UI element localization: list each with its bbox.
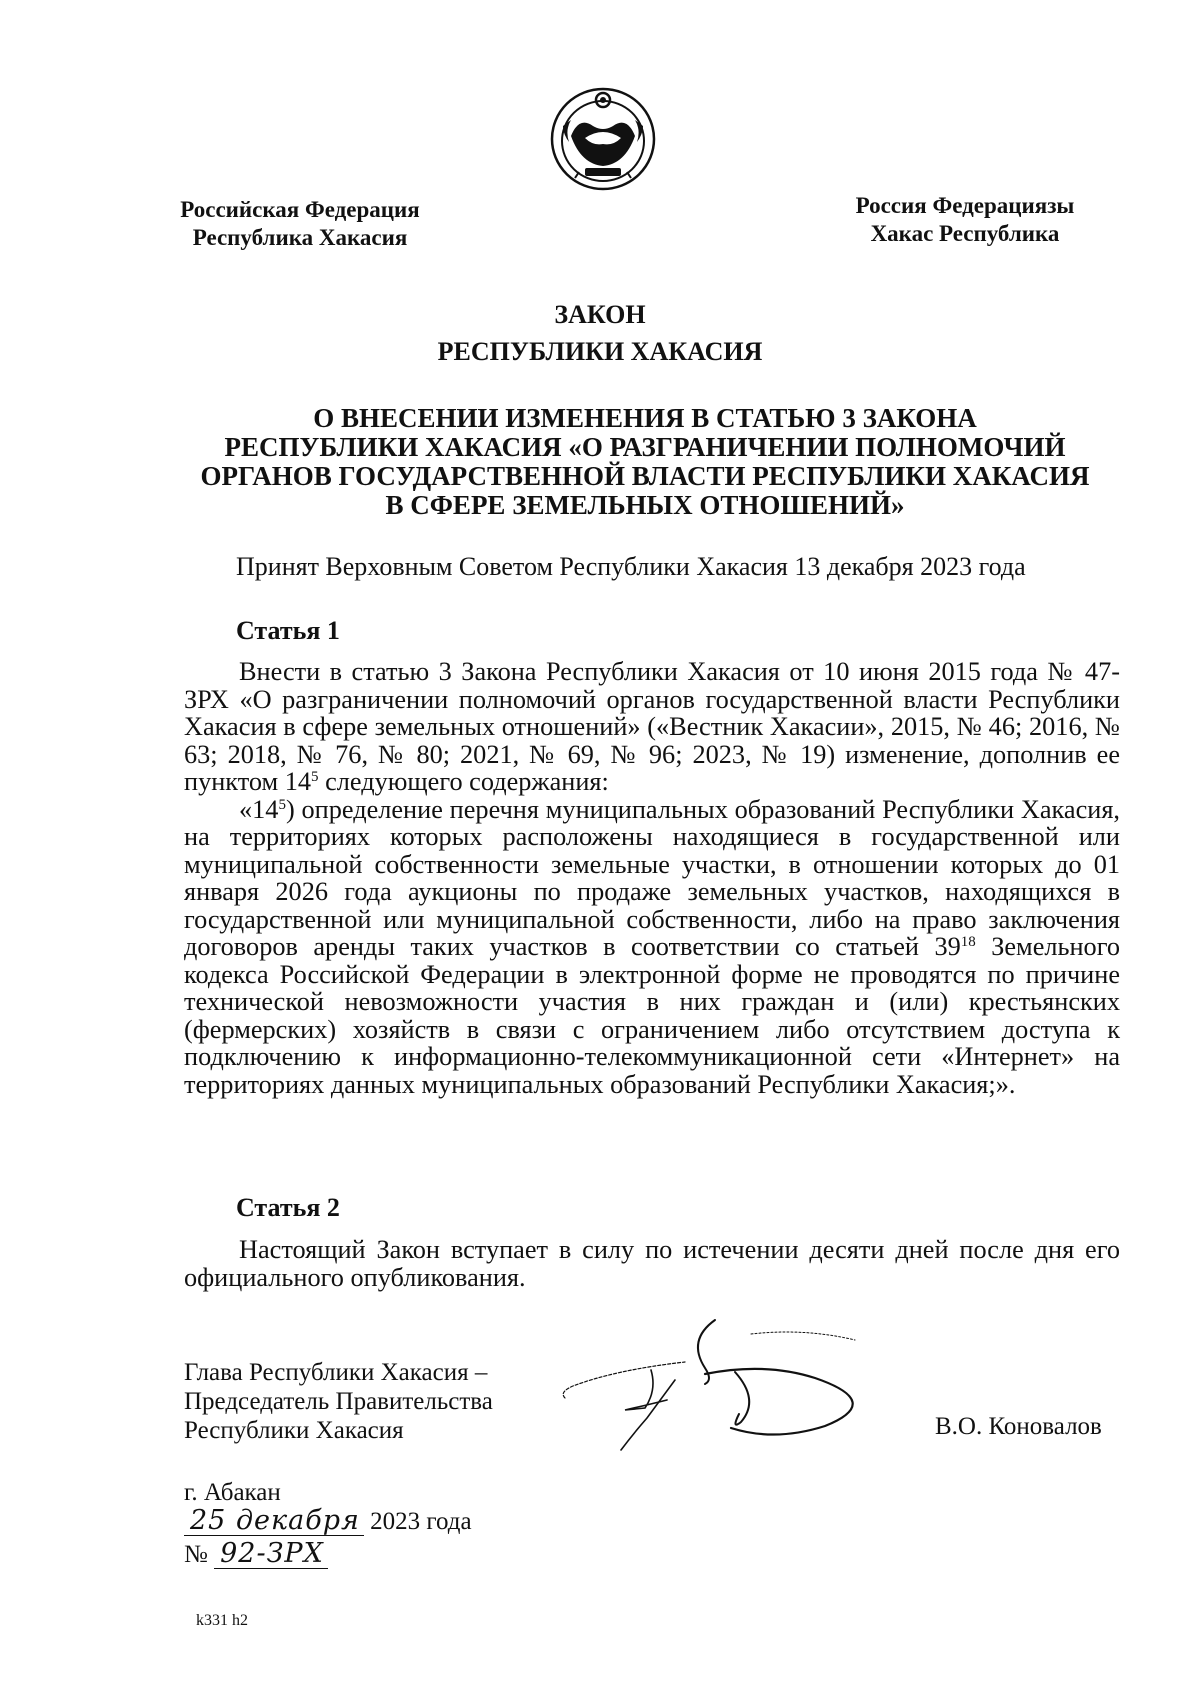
signer-title xyxy=(184,1358,564,1445)
signing-date xyxy=(184,1507,472,1536)
text-segment: Земельного кодекса Российской Федерации в электронной форме не проводятся по причине технической невозможности участия в них граждан и (или) крестьянских (фермерских) хозяйств в связи с ограничением либо отсутствием доступа к подключению к информационно-телекоммуникационной сети «Интернет» на территориях данных муниципальных образований Республики Хакасия;». xyxy=(184,932,1120,1099)
article-1-heading: Статья 1 xyxy=(236,616,340,645)
article-1-paragraph-1 xyxy=(184,658,1120,796)
superscript: 5 xyxy=(311,769,319,785)
law-number xyxy=(184,1540,328,1569)
article-2-heading: Статья 2 xyxy=(236,1193,340,1222)
signer-title-line: Глава Республики Хакасия – xyxy=(184,1359,488,1386)
article-2-text: Настоящий Закон вступает в силу по истечении десяти дней после дня его официального опубликования. xyxy=(184,1235,1120,1292)
handwritten-law-number: 92-ЗРХ xyxy=(214,1540,328,1569)
header-left-russian xyxy=(160,196,440,252)
subject-line: ОРГАНОВ ГОСУДАРСТВЕННОЙ ВЛАСТИ РЕСПУБЛИКИ ХАКАСИЯ xyxy=(200,461,1090,491)
superscript: 5 xyxy=(278,796,286,813)
handwritten-signature-icon xyxy=(555,1310,915,1460)
subject-line: О ВНЕСЕНИИ ИЗМЕНЕНИЯ В СТАТЬЮ 3 ЗАКОНА xyxy=(313,403,977,433)
republic-of-khakassia-emblem-icon xyxy=(549,86,657,192)
text-segment: ) определение перечня муниципальных образований Республики Хакасия, на территориях которых расположены находящиеся в государственной или муниципальной собственности земельные участки, в отношении которых до 01 января 2026 года аукционы по продаже земельных участков, находящихся в государственной или муниципальной собственности, либо на право заключения договоров аренды таких участков в соответствии со статьей 39 xyxy=(184,794,1120,961)
text-segment: следующего содержания: xyxy=(318,767,609,796)
signer-title-line: Председатель Правительства xyxy=(184,1388,493,1415)
issuer-title: РЕСПУБЛИКИ ХАКАСИЯ xyxy=(437,337,763,366)
superscript: 18 xyxy=(960,934,976,950)
header-right-line: Хакас Республика xyxy=(870,221,1060,246)
signing-year: 2023 года xyxy=(370,1508,472,1535)
text-segment: «14 xyxy=(239,794,279,824)
signing-city: г. Абакан xyxy=(184,1479,281,1506)
number-prefix: № xyxy=(184,1541,208,1568)
law-subject-heading xyxy=(170,404,1120,520)
document-type-title: ЗАКОН xyxy=(554,300,646,329)
article-1-paragraph-2 xyxy=(184,796,1120,1099)
signer-name: В.О. Коновалов xyxy=(935,1413,1102,1440)
document-code: k331 h2 xyxy=(196,1612,248,1629)
header-left-line: Республика Хакасия xyxy=(192,225,408,250)
adoption-note: Принят Верховным Советом Республики Хакасия 13 декабря 2023 года xyxy=(236,552,1026,581)
header-left-line: Российская Федерация xyxy=(180,197,420,222)
subject-line: В СФЕРЕ ЗЕМЕЛЬНЫХ ОТНОШЕНИЙ» xyxy=(385,490,905,520)
header-right-line: Россия Федерациязы xyxy=(855,193,1075,218)
text-segment: Внести в статью 3 Закона Республики Хакасия от 10 июня 2015 года № 47-ЗРХ «О разграничении полномочий органов государственной власти Республики Хакасия в сфере земельных отношений» («Вестник Хакасии», 2015, № 46; 2016, № 63; 2018, № 76, № 80; 2021, № 69, № 96; 2023, № 19) изменение, дополнив ее пунктом 14 xyxy=(184,657,1120,796)
subject-line: РЕСПУБЛИКИ ХАКАСИЯ «О РАЗГРАНИЧЕНИИ ПОЛНОМОЧИЙ xyxy=(224,432,1066,462)
signer-title-line: Республики Хакасия xyxy=(184,1417,404,1444)
article-1-text xyxy=(184,658,1120,1098)
header-right-khakas xyxy=(830,192,1100,248)
handwritten-date: 25 декабря xyxy=(184,1507,364,1536)
